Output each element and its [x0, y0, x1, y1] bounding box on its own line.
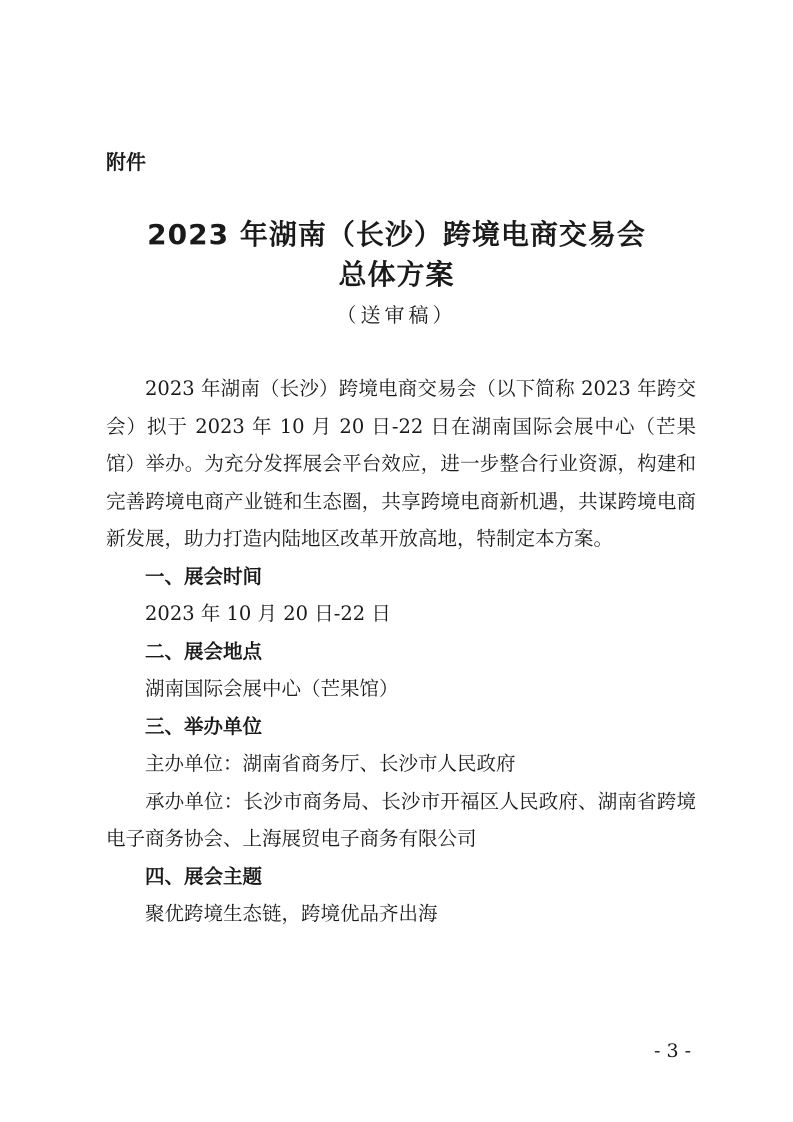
section-paragraph: 主办单位：湖南省商务厅、长沙市人民政府: [145, 752, 516, 775]
section-paragraph: 承办单位：长沙市商务局、长沙市开福区人民政府、湖南省跨境电子商务协会、上海展贸电子商务有限公司: [106, 789, 696, 850]
section-heading-theme: 四、展会主题: [145, 864, 263, 888]
draft-note: （送审稿）: [336, 303, 457, 327]
section-heading-organizers: 三、举办单位: [145, 714, 263, 738]
section-paragraph: 湖南国际会展中心（芒果馆）: [145, 677, 399, 700]
attachment-label: 附件: [106, 150, 146, 174]
intro-paragraph: 2023 年湖南（长沙）跨境电商交易会（以下简称 2023 年跨交会）拟于 2023 年 10 月 20 日-22 日在湖南国际会展中心（芒果馆）举办。为充分发挥展会平台效应，进一步整合行业资源，构建和完善跨境电商产业链和生态圈，共享跨境电商新机遇，共谋跨境电商新发展，助力打造内陆地区改革开放高地，特制定本方案。: [106, 377, 696, 550]
section-heading-venue: 二、展会地点: [145, 639, 263, 663]
section-paragraph: 聚优跨境生态链，跨境优品齐出海: [145, 902, 438, 925]
document-title: 2023 年湖南（长沙）跨境电商交易会: [147, 218, 646, 251]
page-number: - 3 -: [654, 1040, 692, 1062]
document-body: [106, 370, 696, 933]
section-heading-time: 一、展会时间: [145, 564, 263, 588]
document-subtitle: 总体方案: [338, 258, 455, 291]
section-paragraph: 2023 年 10 月 20 日-22 日: [145, 602, 391, 625]
